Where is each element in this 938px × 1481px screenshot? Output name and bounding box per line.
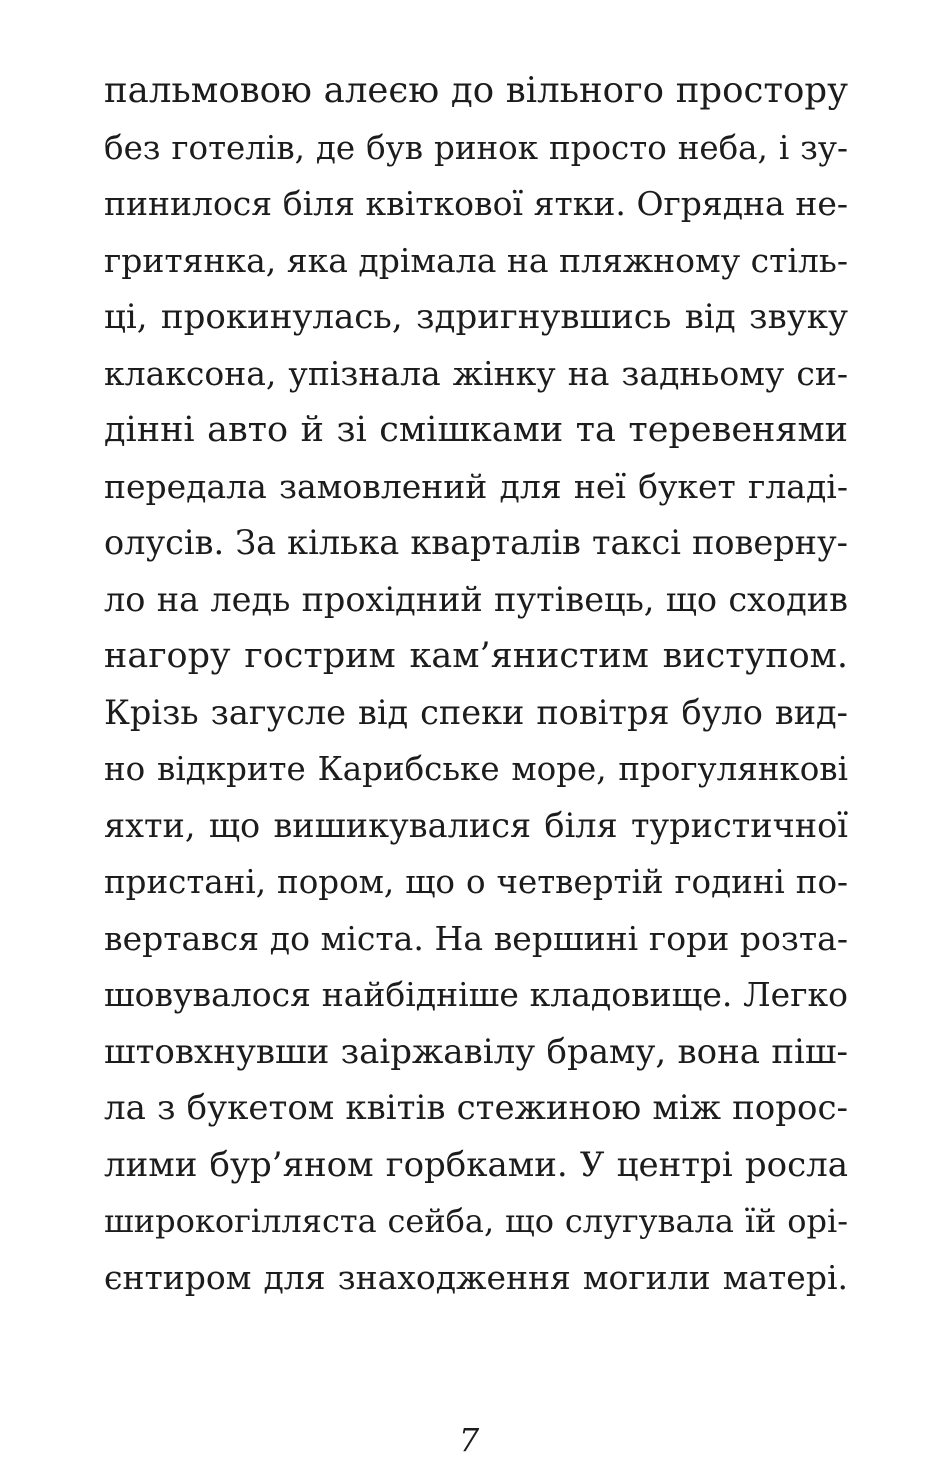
text-line: ці, прокинулась, здригнувшись від звуку	[104, 297, 848, 337]
text-line: пальмовою алеєю до вільного простору	[104, 70, 848, 111]
text-line: лими бур’яном горбками. У центрі росла	[104, 1144, 848, 1185]
text-line: дінні авто й зі смішками та теревенями	[104, 410, 848, 450]
text-line: нагору гострим кам’янистим виступом.	[104, 636, 848, 676]
text-line: ло на ледь прохідний путівець, що сходив	[104, 579, 848, 619]
text-line: клаксона, упізнала жінку на задньому си-	[104, 353, 848, 393]
text-line: пристані, пором, що о четвертій годині по-	[104, 863, 848, 901]
text-line: ла з букетом квітів стежиною між порос-	[104, 1088, 848, 1128]
text-line: єнтиром для знаходження могили матері.	[104, 1257, 848, 1297]
text-line: широкогілляста сейба, що слугувала їй орі-	[104, 1202, 848, 1240]
text-line: яхти, що вишикувалися біля туристичної	[104, 805, 848, 845]
page-number: 7	[458, 1421, 480, 1459]
text-line: шовувалося найбідніше кладовище. Легко	[104, 975, 848, 1014]
text-line: без готелів, де був ринок просто неба, і зу-	[104, 128, 848, 167]
text-line: гритянка, яка дрімала на пляжному стіль-	[104, 240, 848, 280]
text-line: вертався до міста. На вершині гори розта-	[104, 918, 848, 958]
text-line: пинилося біля квіткової ятки. Огрядна не-	[104, 184, 848, 223]
text-line: но відкрите Карибське море, прогулянкові	[104, 750, 848, 788]
text-line: передала замовлений для неї букет гладі-	[104, 466, 848, 506]
text-line: штовхнувши заіржавілу браму, вона піш-	[104, 1031, 848, 1072]
text-line: олусів. За кілька кварталів таксі поверну-	[104, 523, 848, 562]
body-text	[104, 63, 848, 1306]
text-line: Крізь загусле від спеки повітря було вид-	[104, 692, 848, 732]
